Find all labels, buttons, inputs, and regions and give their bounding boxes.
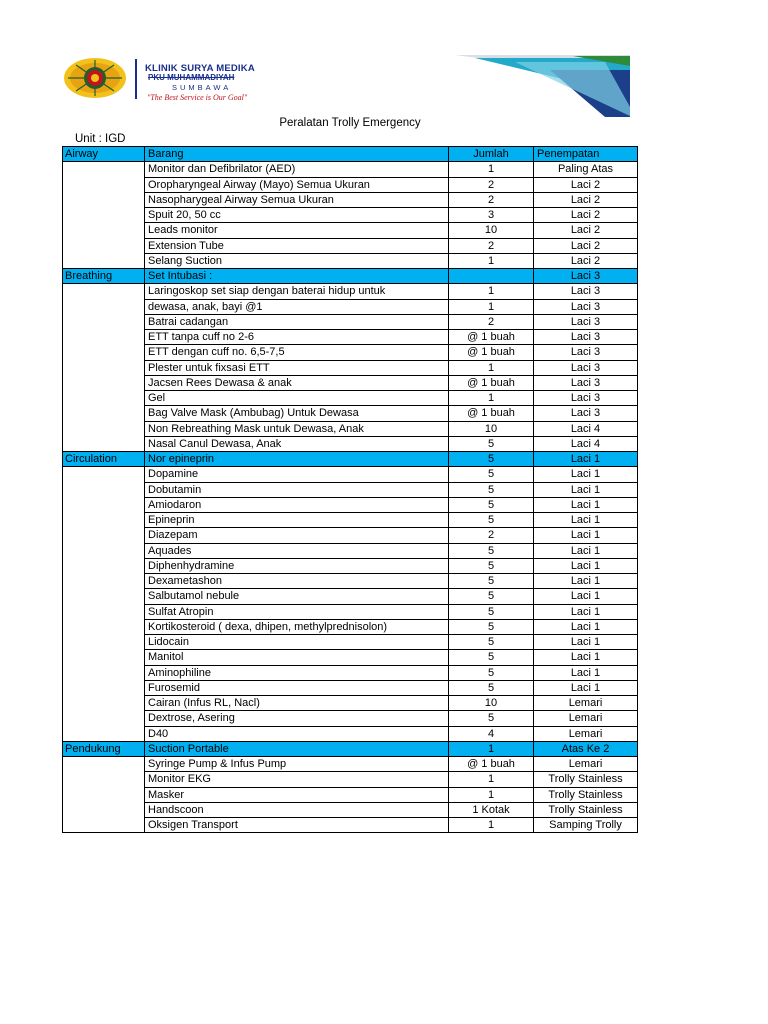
item-name: ETT dengan cuff no. 6,5-7,5 — [145, 345, 449, 360]
item-name: Monitor dan Defibrilator (AED) — [145, 162, 449, 177]
table-row — [63, 253, 638, 268]
item-location: Laci 1 — [534, 543, 638, 558]
table-row — [63, 299, 638, 314]
item-location: Paling Atas — [534, 162, 638, 177]
table-row — [63, 619, 638, 634]
item-quantity: 5 — [449, 650, 534, 665]
section-header-row — [63, 269, 638, 284]
item-quantity: 1 — [449, 772, 534, 787]
table-row — [63, 772, 638, 787]
item-name: Dopamine — [145, 467, 449, 482]
column-header-jumlah: Jumlah — [449, 147, 534, 162]
item-name: Monitor EKG — [145, 772, 449, 787]
logo-divider — [135, 59, 137, 99]
item-location: Laci 1 — [534, 635, 638, 650]
column-header-barang: Barang — [145, 147, 449, 162]
item-quantity — [449, 269, 534, 284]
item-quantity: 5 — [449, 497, 534, 512]
item-quantity: 5 — [449, 665, 534, 680]
item-quantity: 5 — [449, 680, 534, 695]
item-name: Salbutamol nebule — [145, 589, 449, 604]
table-row — [63, 802, 638, 817]
item-quantity: 5 — [449, 452, 534, 467]
item-name: Selang Suction — [145, 253, 449, 268]
item-name: Furosemid — [145, 680, 449, 695]
table-row — [63, 406, 638, 421]
table-row — [63, 238, 638, 253]
table-row — [63, 726, 638, 741]
item-quantity: 5 — [449, 558, 534, 573]
item-location: Trolly Stainless — [534, 787, 638, 802]
table-row — [63, 467, 638, 482]
category-cell — [63, 162, 145, 269]
clinic-tagline: "The Best Service is Our Goal" — [147, 93, 248, 102]
item-name: Kortikosteroid ( dexa, dhipen, methylprednisolon) — [145, 619, 449, 634]
item-name: dewasa, anak, bayi @1 — [145, 299, 449, 314]
item-location: Laci 3 — [534, 299, 638, 314]
category-cell — [63, 284, 145, 452]
item-location: Laci 1 — [534, 452, 638, 467]
item-location: Laci 3 — [534, 269, 638, 284]
item-name: Amiodaron — [145, 497, 449, 512]
table-row — [63, 375, 638, 390]
item-quantity: 5 — [449, 589, 534, 604]
item-quantity: @ 1 buah — [449, 345, 534, 360]
table-row — [63, 192, 638, 207]
table-row — [63, 497, 638, 512]
item-quantity: 5 — [449, 619, 534, 634]
table-row — [63, 818, 638, 833]
item-name: Jacsen Rees Dewasa & anak — [145, 375, 449, 390]
item-name: Laringoskop set siap dengan baterai hidup untuk — [145, 284, 449, 299]
category-label: Pendukung — [63, 741, 145, 756]
item-name: Diazepam — [145, 528, 449, 543]
item-name: Spuit 20, 50 cc — [145, 208, 449, 223]
item-name: Gel — [145, 391, 449, 406]
category-cell — [63, 757, 145, 833]
item-location: Laci 2 — [534, 253, 638, 268]
item-quantity: 10 — [449, 223, 534, 238]
table-row — [63, 589, 638, 604]
equipment-table — [62, 146, 638, 833]
item-quantity: 10 — [449, 696, 534, 711]
item-name: Dobutamin — [145, 482, 449, 497]
item-name: Dextrose, Asering — [145, 711, 449, 726]
table-row — [63, 635, 638, 650]
item-name: Nor epineprin — [145, 452, 449, 467]
item-quantity: 5 — [449, 711, 534, 726]
section-header-row — [63, 147, 638, 162]
item-name: Oksigen Transport — [145, 818, 449, 833]
item-quantity: 5 — [449, 635, 534, 650]
item-quantity: 2 — [449, 238, 534, 253]
table-row — [63, 513, 638, 528]
item-location: Trolly Stainless — [534, 772, 638, 787]
item-location: Lemari — [534, 696, 638, 711]
item-location: Atas Ke 2 — [534, 741, 638, 756]
item-location: Laci 1 — [534, 482, 638, 497]
item-name: Plester untuk fixsasi ETT — [145, 360, 449, 375]
item-quantity: 1 — [449, 284, 534, 299]
table-row — [63, 223, 638, 238]
category-cell — [63, 467, 145, 742]
item-name: Nasal Canul Dewasa, Anak — [145, 436, 449, 451]
item-location: Laci 1 — [534, 589, 638, 604]
table-row — [63, 360, 638, 375]
item-location: Laci 4 — [534, 421, 638, 436]
item-location: Laci 1 — [534, 665, 638, 680]
item-location: Laci 3 — [534, 360, 638, 375]
item-quantity: 1 — [449, 299, 534, 314]
item-location: Laci 1 — [534, 528, 638, 543]
table-row — [63, 314, 638, 329]
item-quantity: @ 1 buah — [449, 330, 534, 345]
item-quantity: 1 — [449, 253, 534, 268]
item-quantity: 1 — [449, 787, 534, 802]
item-name: Suction Portable — [145, 741, 449, 756]
table-row — [63, 574, 638, 589]
table-row — [63, 345, 638, 360]
item-location: Laci 1 — [534, 497, 638, 512]
item-quantity: 2 — [449, 314, 534, 329]
item-location: Laci 2 — [534, 177, 638, 192]
item-quantity: 2 — [449, 528, 534, 543]
table-row — [63, 711, 638, 726]
table-row — [63, 680, 638, 695]
table-row — [63, 482, 638, 497]
table-row — [63, 543, 638, 558]
table-row — [63, 665, 638, 680]
item-location: Laci 4 — [534, 436, 638, 451]
item-name: Leads monitor — [145, 223, 449, 238]
item-location: Lemari — [534, 711, 638, 726]
table-row — [63, 421, 638, 436]
table-row — [63, 604, 638, 619]
item-location: Laci 1 — [534, 680, 638, 695]
item-location: Trolly Stainless — [534, 802, 638, 817]
item-location: Laci 3 — [534, 314, 638, 329]
item-quantity: 5 — [449, 436, 534, 451]
clinic-name: KLINIK SURYA MEDIKA — [145, 63, 255, 74]
item-location: Laci 3 — [534, 406, 638, 421]
column-header-penempatan: Penempatan — [534, 147, 638, 162]
item-location: Laci 3 — [534, 284, 638, 299]
item-quantity: 1 — [449, 391, 534, 406]
table-row — [63, 558, 638, 573]
item-quantity: 3 — [449, 208, 534, 223]
item-location: Lemari — [534, 726, 638, 741]
category-label: Circulation — [63, 452, 145, 467]
item-quantity: 10 — [449, 421, 534, 436]
table-row — [63, 787, 638, 802]
item-location: Laci 1 — [534, 619, 638, 634]
item-quantity: 4 — [449, 726, 534, 741]
item-quantity: 1 — [449, 162, 534, 177]
document-title: Peralatan Trolly Emergency — [279, 117, 421, 129]
item-location: Laci 1 — [534, 650, 638, 665]
item-location: Laci 1 — [534, 574, 638, 589]
item-name: Aquades — [145, 543, 449, 558]
category-label: Airway — [63, 147, 145, 162]
item-name: Manitol — [145, 650, 449, 665]
item-name: Lidocain — [145, 635, 449, 650]
clinic-subtitle: PKU MUHAMMADIYAH — [148, 73, 235, 82]
item-quantity: 5 — [449, 513, 534, 528]
item-location: Laci 2 — [534, 238, 638, 253]
clinic-logo — [62, 55, 287, 107]
item-name: Aminophiline — [145, 665, 449, 680]
item-quantity: @ 1 buah — [449, 757, 534, 772]
table-row — [63, 528, 638, 543]
header-decoration — [455, 52, 630, 117]
table-row — [63, 391, 638, 406]
item-location: Laci 1 — [534, 467, 638, 482]
item-quantity: 1 — [449, 360, 534, 375]
item-name: Epineprin — [145, 513, 449, 528]
item-name: Sulfat Atropin — [145, 604, 449, 619]
table-row — [63, 208, 638, 223]
table-row — [63, 436, 638, 451]
item-quantity: 5 — [449, 467, 534, 482]
table-row — [63, 330, 638, 345]
table-row — [63, 284, 638, 299]
unit-label: Unit : IGD — [75, 133, 126, 145]
item-quantity: 1 — [449, 818, 534, 833]
item-name: Masker — [145, 787, 449, 802]
item-quantity: 2 — [449, 192, 534, 207]
item-name: D40 — [145, 726, 449, 741]
category-label: Breathing — [63, 269, 145, 284]
item-name: Syringe Pump & Infus Pump — [145, 757, 449, 772]
item-quantity: 5 — [449, 574, 534, 589]
clinic-city: SUMBAWA — [172, 83, 232, 92]
item-location: Laci 1 — [534, 558, 638, 573]
section-header-row — [63, 741, 638, 756]
table-row — [63, 696, 638, 711]
item-location: Samping Trolly — [534, 818, 638, 833]
item-name: Oropharyngeal Airway (Mayo) Semua Ukuran — [145, 177, 449, 192]
item-quantity: @ 1 buah — [449, 406, 534, 421]
item-name: Set Intubasi : — [145, 269, 449, 284]
item-quantity: @ 1 buah — [449, 375, 534, 390]
sun-emblem-icon — [62, 55, 128, 101]
item-location: Laci 2 — [534, 223, 638, 238]
item-quantity: 5 — [449, 482, 534, 497]
item-location: Laci 1 — [534, 513, 638, 528]
item-location: Laci 3 — [534, 375, 638, 390]
item-quantity: 1 Kotak — [449, 802, 534, 817]
item-quantity: 2 — [449, 177, 534, 192]
item-name: Cairan (Infus RL, Nacl) — [145, 696, 449, 711]
section-header-row — [63, 452, 638, 467]
item-name: Diphenhydramine — [145, 558, 449, 573]
item-location: Laci 3 — [534, 391, 638, 406]
item-quantity: 1 — [449, 741, 534, 756]
table-row — [63, 757, 638, 772]
item-name: Non Rebreathing Mask untuk Dewasa, Anak — [145, 421, 449, 436]
item-location: Laci 1 — [534, 604, 638, 619]
item-quantity: 5 — [449, 604, 534, 619]
item-name: Dexametashon — [145, 574, 449, 589]
item-name: ETT tanpa cuff no 2-6 — [145, 330, 449, 345]
table-row — [63, 162, 638, 177]
item-location: Laci 3 — [534, 345, 638, 360]
item-location: Laci 3 — [534, 330, 638, 345]
table-row — [63, 650, 638, 665]
item-name: Batrai cadangan — [145, 314, 449, 329]
item-location: Lemari — [534, 757, 638, 772]
item-name: Handscoon — [145, 802, 449, 817]
item-name: Nasopharygeal Airway Semua Ukuran — [145, 192, 449, 207]
item-location: Laci 2 — [534, 208, 638, 223]
item-name: Bag Valve Mask (Ambubag) Untuk Dewasa — [145, 406, 449, 421]
table-row — [63, 177, 638, 192]
item-location: Laci 2 — [534, 192, 638, 207]
item-quantity: 5 — [449, 543, 534, 558]
item-name: Extension Tube — [145, 238, 449, 253]
